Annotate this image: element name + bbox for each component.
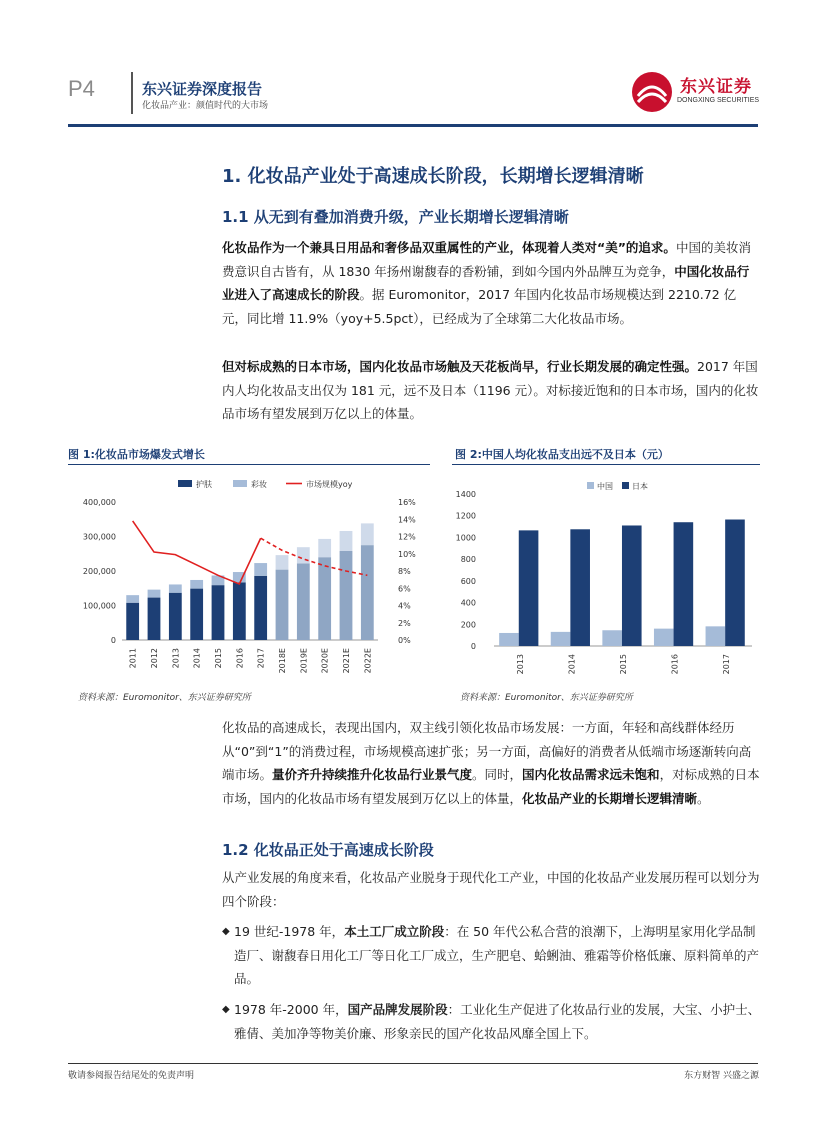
subsection-heading-1-2: 1.2 化妆品正处于高速成长阶段	[222, 841, 434, 859]
paragraph-3-text-c: ，对标成熟的日本市场，国内的化妆品市场有望发展到万亿以上的体量，	[222, 767, 760, 806]
y-tick-label: 400	[460, 598, 476, 608]
y-tick-label: 800	[460, 555, 476, 565]
bullet-1-text-a: 19 世纪-1978 年，	[234, 924, 345, 939]
legend-label: 市场规模yoy	[306, 480, 353, 489]
y-tick-label: 0	[110, 636, 116, 645]
legend-swatch-makeup	[233, 480, 247, 487]
header-rule	[68, 124, 758, 127]
subsection-heading-1-1: 1.1 从无到有叠加消费升级，产业长期增长逻辑清晰	[222, 208, 569, 226]
bar-japan	[674, 522, 694, 646]
bullet-item-2	[222, 998, 762, 1045]
figure-2-source: 资料来源：Euromonitor、东兴证券研究所	[460, 693, 633, 703]
paragraph-3-text-a: 化妆品的高速成长，表现出国内，双主线引领化妆品市场发展：一方面，年轻和高线群体经历从“0”到“1”的消费过程，市场规模高速扩张；另一方面，高偏好的消费者从低端市场逐渐转向高端市场。	[222, 720, 752, 782]
logo-english-name: DONGXING SECURITIES	[677, 97, 760, 104]
bar-china	[706, 626, 726, 646]
paragraph-4: 从产业发展的角度来看，化妆品产业脱身于现代化工产业，中国的化妆品产业发展历程可以划分为四个阶段：	[222, 870, 760, 909]
x-tick-label: 2013	[171, 648, 181, 669]
bar-skincare	[318, 557, 331, 640]
bar-makeup	[340, 531, 353, 551]
bar-japan	[622, 525, 642, 646]
figure-2-caption: 图 2:中国人均化妆品支出远不及日本（元）	[455, 448, 669, 461]
bar-skincare	[276, 570, 289, 640]
logo-chinese-name: 东兴证券	[680, 77, 752, 97]
y-tick-label: 1200	[455, 511, 476, 521]
x-tick-label: 2017	[722, 654, 732, 675]
bar-skincare	[169, 593, 182, 640]
y-tick-label: 1400	[455, 490, 476, 499]
y-tick-label: 0	[470, 642, 476, 651]
y-tick-label: 1000	[455, 533, 476, 543]
bar-japan	[519, 530, 539, 646]
bar-makeup	[169, 584, 182, 592]
bar-china	[499, 633, 519, 646]
paragraph-3-emphasis-2: 国内化妆品需求远未饱和	[522, 767, 660, 782]
paragraph-1-text-a: 中国的美妆消费意识自古皆有，从 1830 年扬州谢馥春的香粉铺，到如今国内外品牌互为竞争，	[222, 240, 751, 279]
bar-skincare	[297, 563, 310, 640]
paragraph-3-emphasis-3: 化妆品产业的长期增长逻辑清晰	[522, 790, 698, 806]
y-tick-label: 100,000	[82, 601, 116, 611]
figure-1-caption: 图 1:化妆品市场爆发式增长	[68, 448, 205, 461]
bar-skincare	[340, 551, 353, 640]
bullet-2-text-a: 1978 年-2000 年，	[234, 1002, 348, 1017]
footer-rule	[68, 1063, 758, 1064]
paragraph-2	[222, 355, 760, 426]
x-tick-label: 2015	[619, 654, 628, 675]
paragraph-3	[222, 716, 760, 810]
bar-makeup	[190, 580, 203, 589]
bar-makeup	[148, 590, 161, 598]
y-right-tick-label: 4%	[398, 601, 411, 611]
x-tick-label: 2012	[150, 648, 159, 669]
figure-1-caption-rule	[68, 464, 430, 465]
header-separator	[131, 72, 133, 114]
paragraph-2-text: 2017 年国内人均化妆品支出仅为 181 元，远不及日本（1196 元）。对标接近饱和的日本市场，国内的化妆品市场有望发展到万亿以上的体量。	[222, 359, 759, 421]
y-right-tick-label: 6%	[398, 584, 411, 594]
bar-china	[654, 629, 674, 646]
legend-label: 护肤	[196, 480, 212, 489]
bar-makeup	[276, 555, 289, 569]
bar-skincare	[254, 576, 267, 640]
footer-disclaimer: 敬请参阅报告结尾处的免责声明	[68, 1071, 195, 1081]
legend-label: 彩妆	[251, 480, 267, 489]
bar-china	[602, 630, 622, 646]
report-subtitle: 化妆品产业：颜值时代的大市场	[142, 101, 269, 111]
y-right-tick-label: 8%	[398, 567, 411, 576]
paragraph-3-text-d: 。	[697, 790, 710, 806]
bar-china	[551, 632, 571, 646]
bullet-item-1	[222, 920, 762, 991]
y-tick-label: 300,000	[82, 532, 116, 542]
footer-slogan: 东方财智 兴盛之源	[684, 1071, 759, 1081]
bar-makeup	[254, 563, 267, 576]
y-right-tick-label: 12%	[398, 532, 416, 542]
company-logo	[630, 70, 765, 114]
legend-swatch-japan	[622, 482, 629, 489]
bullet-2-emphasis: 国产品牌发展阶段	[347, 1002, 448, 1017]
bar-skincare	[148, 598, 161, 640]
x-tick-label: 2020E	[320, 648, 330, 674]
bar-skincare	[126, 603, 139, 640]
paragraph-3-emphasis-1: 量价齐升持续推升化妆品行业景气度	[272, 767, 473, 782]
bar-japan	[570, 529, 590, 646]
y-tick-label: 200	[460, 620, 476, 630]
x-tick-label: 2014	[192, 648, 202, 669]
y-right-tick-label: 2%	[398, 618, 411, 628]
y-tick-label: 400,000	[82, 498, 116, 507]
logo-mark-icon	[630, 70, 674, 114]
y-right-tick-label: 16%	[398, 498, 416, 507]
x-tick-label: 2019E	[299, 648, 309, 674]
bar-skincare	[212, 585, 225, 640]
paragraph-1-text-b: 。据 Euromonitor，2017 年国内化妆品市场规模达到 2210.72 亿元，同比增 11.9%（yoy+5.5pct），已经成为了全球第二大化妆品市场。	[222, 287, 737, 326]
bullet-diamond-icon: ◆	[222, 926, 230, 937]
x-tick-label: 2016	[235, 648, 245, 669]
y-right-tick-label: 0%	[398, 636, 411, 645]
bar-makeup	[318, 539, 331, 557]
paragraph-3-text-b: 。同时，	[472, 767, 523, 782]
x-tick-label: 2017	[256, 648, 266, 669]
x-tick-label: 2013	[515, 654, 525, 675]
paragraph-1-emphasis: 中国化妆品行业进入了高速成长的阶段	[222, 263, 750, 302]
legend-swatch-china	[587, 482, 594, 489]
legend-label: 日本	[632, 482, 648, 491]
paragraph-1	[222, 236, 760, 330]
paragraph-2-lead: 但对标成熟的日本市场，国内化妆品市场触及天花板尚早，行业长期发展的确定性强。	[222, 359, 698, 374]
paragraph-1-lead: 化妆品作为一个兼具日用品和奢侈品双重属性的产业，体现着人类对“美”的追求。	[222, 240, 676, 255]
y-right-tick-label: 14%	[398, 515, 416, 525]
x-tick-label: 2021E	[342, 648, 351, 674]
bullet-2-text-b: ：工业化生产促进了化妆品行业的发展，大宝、小护士、雅倩、美加净等物美价廉、形象亲民的国产化妆品风靡全国上下。	[234, 1002, 761, 1041]
figure-2-chart	[452, 470, 760, 685]
x-tick-label: 2022E	[363, 648, 373, 674]
x-tick-label: 2015	[214, 648, 223, 669]
legend-label: 中国	[597, 482, 613, 491]
bar-japan	[725, 520, 745, 646]
x-tick-label: 2014	[567, 654, 577, 675]
bar-skincare	[361, 545, 374, 640]
legend-swatch-skincare	[178, 480, 192, 487]
figure-1-source: 资料来源：Euromonitor、东兴证券研究所	[78, 693, 251, 703]
figure-1-chart	[68, 470, 430, 685]
bar-skincare	[190, 589, 203, 640]
section-heading: 1. 化妆品产业处于高速成长阶段，长期增长逻辑清晰	[222, 166, 644, 187]
x-tick-label: 2016	[670, 654, 680, 675]
page-number: P4	[68, 76, 95, 101]
y-tick-label: 600	[460, 576, 476, 586]
bar-makeup	[126, 595, 139, 603]
bullet-diamond-icon: ◆	[222, 1004, 230, 1015]
bullet-1-emphasis: 本土工厂成立阶段	[344, 924, 445, 939]
bar-skincare	[233, 582, 246, 640]
x-tick-label: 2018E	[278, 648, 287, 674]
y-tick-label: 200,000	[82, 567, 116, 576]
bar-makeup	[361, 523, 374, 545]
x-tick-label: 2011	[128, 648, 138, 669]
report-title: 东兴证券深度报告	[142, 80, 263, 98]
y-right-tick-label: 10%	[398, 549, 416, 559]
bullet-1-text-b: ：在 50 年代公私合营的浪潮下，上海明星家用化学品制造厂、谢馥春日用化工厂等日化工厂成立，生产肥皂、蛤蜊油、雅霜等价格低廉、原料简单的产品。	[234, 924, 760, 986]
figure-2-caption-rule	[452, 464, 760, 465]
